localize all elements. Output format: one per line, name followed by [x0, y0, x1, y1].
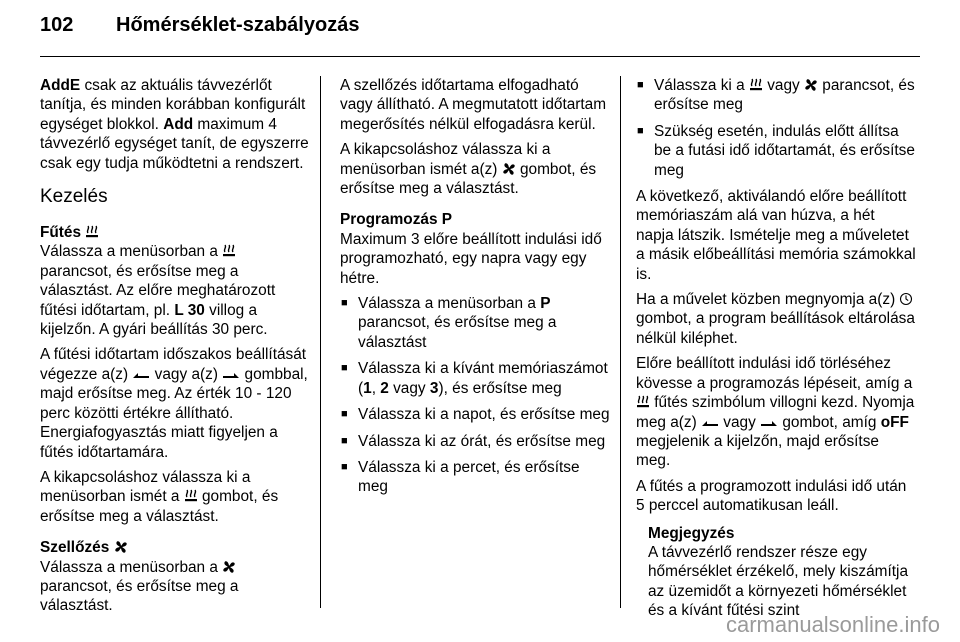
delete-preset-paragraph: Előre beállított indulási idő törléséhez kövesse a programozás lépéseit, amíg a fűtés szimbólum villogni kezd. Nyomja meg a(z) vagy gombot, amíg oFF megjelenik a kijelzőn, majd erősítse meg. [636, 355, 915, 470]
list-item: ■ Válassza ki a vagy parancsot, és erősítse meg [636, 76, 916, 115]
arrow-left-icon [132, 371, 150, 381]
heating-paragraph-3: A kikapcsoláshoz válassza ki a menüsorban ismét a gombot, és erősítse meg a választást. [40, 468, 279, 525]
column-divider-1 [320, 76, 321, 608]
arrow-right-icon [222, 371, 240, 381]
note-box [636, 524, 916, 621]
exit-paragraph: Ha a művelet közben megnyomja a(z) gombot, a program beállítások eltárolása nélkül kiléphet. [636, 291, 915, 347]
heating-paragraph-1: Válassza a menüsorban a parancsot, és erősítse meg a választást. Az előre meghatározott fűtési időtartam, pl. L 30 villog a kijelzőn. A gyári beállítás 30 perc. [40, 243, 276, 339]
ventilation-duration-paragraph: A szellőzés időtartama elfogadható vagy állítható. A megmutatott időtartam megerősítés nélkül elfogadásra kerül. [340, 77, 607, 133]
page-header [40, 14, 359, 50]
arrow-right-icon [760, 419, 778, 429]
heat-icon [636, 395, 650, 409]
programming-steps [340, 294, 612, 497]
heating-paragraph-2: A fűtési időtartam időszakos beállítását végezze a(z) vagy a(z) gombbal, majd erősítse meg. Az érték 10 - 120 perc közötti értékre állítható. Energiafogyasztás miatt figyeljen a fűtés időtartamára. [40, 346, 308, 461]
programming-paragraph: Maximum 3 előre beállított indulási idő programozható, egy napra vagy egy hétre. [340, 230, 602, 287]
arrow-left-icon [701, 419, 719, 429]
ventilation-off-paragraph: A kikapcsoláshoz válassza ki a menüsorban ismét a(z) gombot, és erősítse meg a választást. [340, 141, 597, 198]
heat-icon [85, 225, 99, 239]
heating-subheading: Fűtés [40, 223, 312, 242]
heat-icon [749, 78, 763, 92]
fan-icon [114, 540, 128, 554]
watermark: carmanualsonline.info [725, 612, 940, 637]
list-item: ■ Válassza ki a percet, és erősítse meg [340, 458, 612, 497]
column-3 [636, 76, 916, 621]
list-item: ■ Szükség esetén, indulás előtt állítsa be a futási idő időtartamát, és erősítse meg [636, 122, 916, 180]
fan-icon [222, 560, 236, 574]
section-heading: Kezelés [40, 186, 108, 208]
list-item: ■ Válassza ki az órát, és erősítse meg [340, 432, 612, 451]
heat-icon [184, 489, 198, 503]
programming-subheading: Programozás P [340, 211, 453, 229]
auto-stop-paragraph: A fűtés a programozott indulási idő után 5 perccel automatikusan leáll. [636, 477, 907, 515]
list-item: ■ Válassza ki a kívánt memóriaszámot (1, 2 vagy 3), és erősítse meg [340, 359, 612, 398]
add-paragraph: AddE csak az aktuális távvezérlőt tanítja, és minden korábban konfigurált egységet blokkol. Add maximum 4 távvezérlő egységet tanít, de egyszerre csak egy tudja működtetni a rendszert. [40, 77, 309, 172]
column-2 [340, 76, 612, 504]
ventilation-paragraph: Válassza a menüsorban a parancsot, és erősítse meg a választást. [40, 558, 239, 615]
heat-icon [222, 244, 236, 258]
ventilation-subheading: Szellőzés [40, 538, 312, 557]
column-divider-2 [620, 76, 621, 608]
fan-icon [502, 162, 516, 176]
clock-icon [899, 292, 913, 306]
column-1 [40, 76, 312, 622]
fan-icon [804, 78, 818, 92]
note-title: Megjegyzés [648, 524, 735, 542]
page-title: Hőmérséklet-szabályozás [116, 14, 360, 36]
programming-steps-continued [636, 76, 916, 180]
list-item: ■ Válassza a menüsorban a P parancsot, és erősítse meg a választást [340, 294, 612, 352]
list-item: ■ Válassza ki a napot, és erősítse meg [340, 405, 612, 424]
page-number: 102 [40, 14, 74, 36]
note-text: A távvezérlő rendszer része egy hőmérséklet érzékelő, mely kiszámítja az üzemidőt a környezeti hőmérséklet és a kívánt fűtési szint [648, 543, 909, 620]
next-preset-paragraph: A következő, aktiválandó előre beállított memóriaszám alá van húzva, a hét napja látszik. Ismételje meg a műveletet a másik előbeállítási memória számokkal is. [636, 188, 916, 283]
header-rule [40, 56, 920, 57]
